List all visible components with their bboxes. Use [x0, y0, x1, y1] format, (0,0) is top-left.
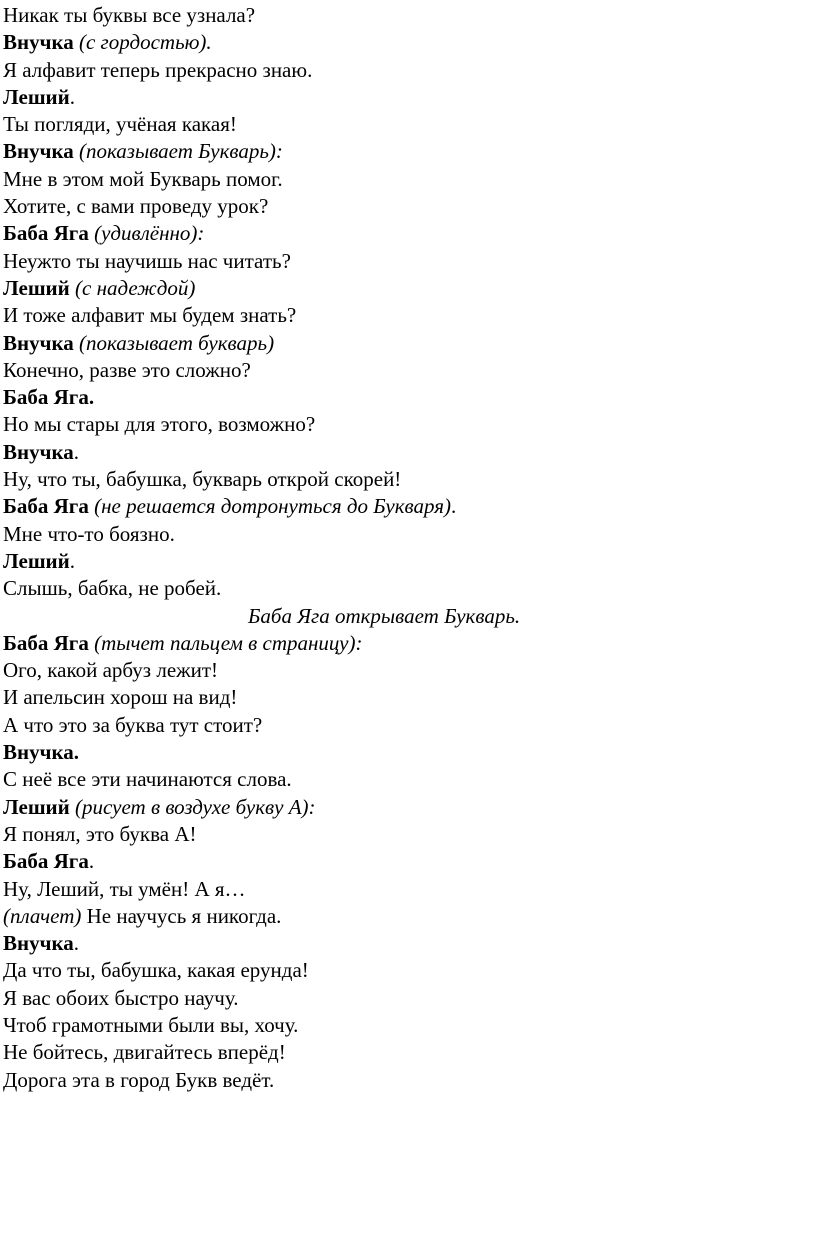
speaker-name: Баба Яга	[3, 849, 89, 874]
dialogue-line: Я вас обоих быстро научу.	[3, 985, 239, 1010]
dialogue-line: Чтоб грамотными были вы, хочу.	[3, 1012, 299, 1037]
stage-remark: (показывает Букварь):	[78, 139, 283, 164]
speaker-name: Леший	[3, 275, 70, 300]
speaker-line	[3, 739, 816, 766]
dialogue-line: Не бойтесь, двигайтесь вперёд!	[3, 1040, 286, 1065]
dialogue-line: Никак ты буквы все узнала?	[3, 3, 256, 27]
stage-remark: (рисует в воздухе букву А):	[75, 794, 316, 819]
speaker-name: Внучка.	[3, 740, 79, 765]
dialogue-line: Я алфавит теперь прекрасно знаю.	[3, 57, 313, 82]
speaker-punctuation: .	[69, 84, 76, 109]
speaker-name: Баба Яга.	[3, 385, 95, 410]
stage-remark: (с надеждой)	[75, 275, 196, 300]
speaker-line	[3, 493, 816, 520]
speaker-name: Внучка	[3, 439, 74, 464]
dialogue-line: Дорога эта в город Букв ведёт.	[3, 1067, 275, 1092]
speaker-line	[3, 330, 816, 357]
dialogue-line: Ого, какой арбуз лежит!	[3, 658, 219, 683]
speaker-line	[3, 930, 816, 957]
speaker-name: Внучка	[3, 139, 74, 164]
dialogue-line: С неё все эти начинаются слова.	[3, 767, 292, 792]
dialogue-line: Да что ты, бабушка, какая ерунда!	[3, 958, 309, 983]
dialogue-line: И апельсин хорош на вид!	[3, 685, 238, 710]
speaker-name: Внучка	[3, 330, 74, 355]
speaker-line	[3, 84, 816, 111]
dialogue-line: Конечно, разве это сложно?	[3, 357, 251, 382]
dialogue-text: Не научусь я никогда.	[86, 903, 282, 928]
stage-remark: (тычет пальцем в страницу):	[94, 630, 363, 655]
stage-remark: (не решается дотронуться до Букваря)	[94, 494, 451, 519]
speaker-line	[3, 848, 816, 875]
speaker-line	[3, 29, 816, 56]
dialogue-line: Слышь, бабка, не робей.	[3, 576, 222, 601]
speaker-punctuation: .	[450, 494, 457, 519]
speaker-line	[3, 138, 816, 165]
speaker-line	[3, 794, 816, 821]
dialogue-line: Неужто ты научишь нас читать?	[3, 248, 291, 273]
speaker-name: Внучка	[3, 931, 74, 956]
speaker-name: Баба Яга	[3, 494, 89, 519]
dialogue-line: Я понял, это буква А!	[3, 821, 197, 846]
stage-direction: Баба Яга открывает Букварь.	[248, 603, 521, 628]
speaker-punctuation: .	[69, 548, 76, 573]
speaker-name: Баба Яга	[3, 630, 89, 655]
speaker-name: Леший	[3, 794, 70, 819]
dialogue-line: Мне что-то боязно.	[3, 521, 175, 546]
dialogue-line	[3, 903, 816, 930]
stage-remark: (с гордостью).	[78, 30, 212, 55]
speaker-name: Леший	[3, 84, 70, 109]
speaker-punctuation: .	[73, 931, 79, 956]
dialogue-line: Хотите, с вами проведу урок?	[3, 194, 269, 219]
dialogue-line: Ну, что ты, бабушка, букварь открой скорей!	[3, 467, 402, 492]
speaker-line	[3, 439, 816, 466]
dialogue-line: И тоже алфавит мы будем знать?	[3, 303, 297, 328]
dialogue-line: А что это за буква тут стоит?	[3, 712, 263, 737]
speaker-line	[3, 220, 816, 247]
stage-remark: (плачет)	[3, 903, 82, 928]
play-script	[3, 2, 816, 1094]
dialogue-line: Ты погляди, учёная какая!	[3, 112, 237, 137]
speaker-name: Внучка	[3, 30, 74, 55]
speaker-line	[3, 275, 816, 302]
stage-remark: (показывает букварь)	[78, 330, 275, 355]
speaker-line	[3, 384, 816, 411]
dialogue-line: Мне в этом мой Букварь помог.	[3, 166, 283, 191]
stage-remark: (удивлённо):	[94, 221, 205, 246]
dialogue-line: Ну, Леший, ты умён! А я…	[3, 876, 246, 901]
speaker-line	[3, 630, 816, 657]
speaker-punctuation: .	[88, 849, 95, 874]
speaker-name: Баба Яга	[3, 221, 89, 246]
speaker-line	[3, 548, 816, 575]
speaker-name: Леший	[3, 548, 70, 573]
dialogue-line: Но мы стары для этого, возможно?	[3, 412, 316, 437]
speaker-punctuation: .	[73, 439, 79, 464]
